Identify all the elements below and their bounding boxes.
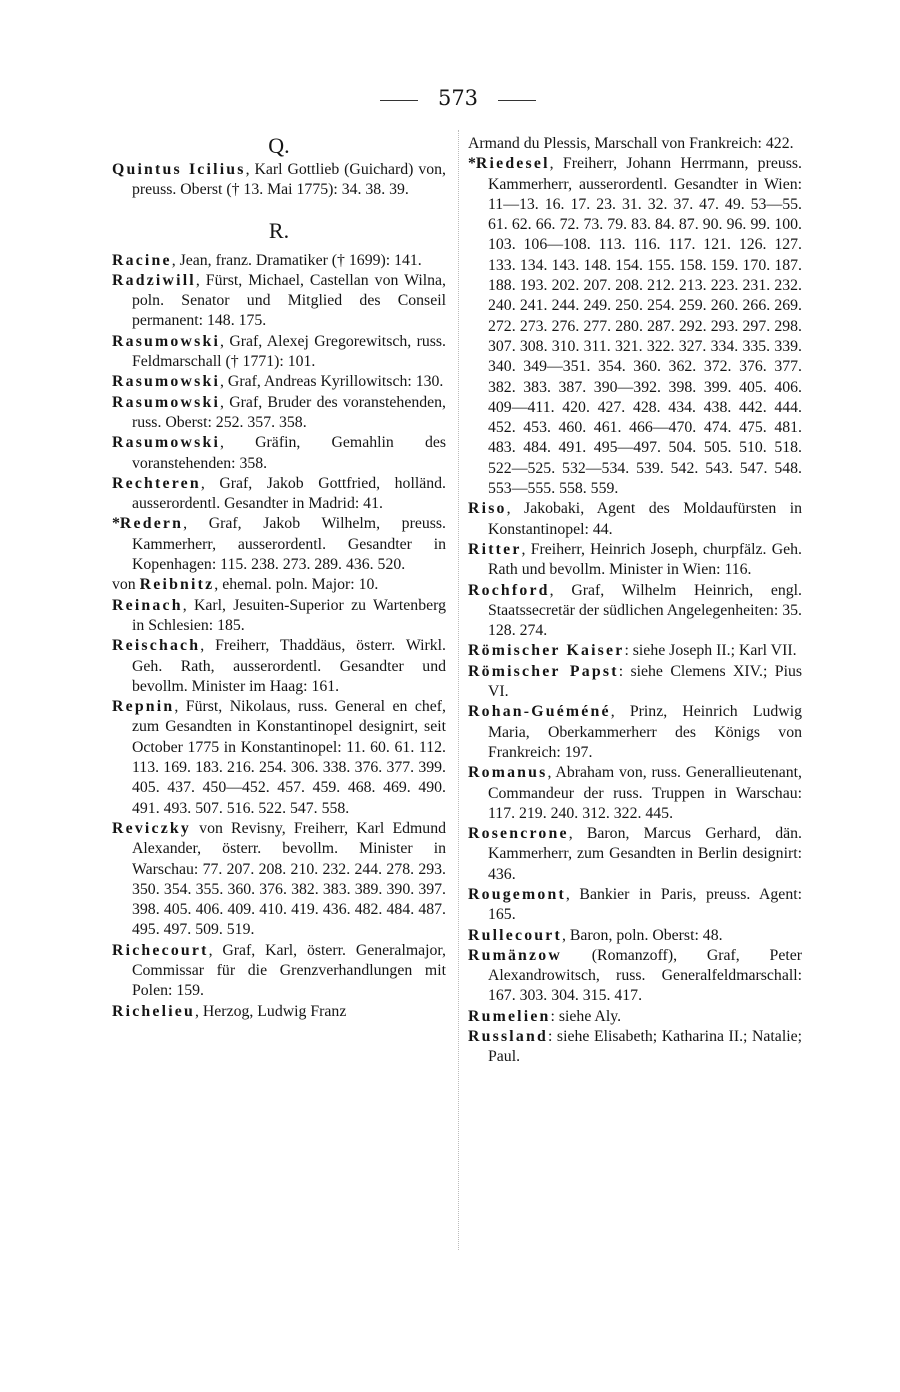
header-rule-left — [380, 100, 418, 101]
entry-text: , Fürst, Nikolaus, russ. General en chef, zum Gesandten in Konstantinopel designirt, seit October 1775 in Konstantinopel: 11. 60. 61. 112. 113. 169. 183. 216. 254. 306. 338. 376. 377. 399. 405. 437. 450—452. 457. 459. 468. 469. 490. 491. 493. 507. 516. 522. 547. 558. — [132, 698, 446, 817]
index-entry — [468, 885, 802, 926]
entry-name: Rasumowski — [112, 332, 221, 350]
entry-star: * — [468, 155, 476, 173]
entry-name: Quintus Icilius — [112, 161, 246, 178]
entry-name: Richecourt — [112, 941, 209, 959]
entry-name: Reinach — [112, 596, 183, 614]
index-entry — [112, 160, 446, 201]
index-entry — [112, 819, 446, 941]
entry-name: Reviczky — [112, 819, 192, 837]
index-entry — [468, 641, 802, 661]
index-entry — [468, 499, 802, 540]
entry-text: , Graf, Bruder des voranstehenden, russ. Oberst: 252. 357. 358. — [132, 393, 446, 431]
entry-star: * — [112, 515, 120, 533]
index-entry — [112, 372, 446, 392]
index-entry — [468, 581, 802, 642]
entry-text: , Graf, Karl, österr. Generalmajor, Commissar für die Grenzverhandlungen mit Polen: 159. — [132, 941, 446, 1000]
index-entry — [468, 1027, 802, 1068]
right-column — [468, 134, 802, 1068]
entry-name: Römischer Papst — [468, 662, 619, 680]
entry-name: Richelieu — [112, 1002, 195, 1020]
entry-text: , Graf, Andreas Kyrillowitsch: 130. — [220, 373, 444, 391]
entry-text: , Karl Gottlieb (Guichard) von, preuss. Oberst († 13. Mai 1775): 34. 38. 39. — [132, 161, 447, 199]
entry-name: Rochford — [468, 581, 550, 599]
index-entry — [468, 926, 802, 946]
entry-name: Repnin — [112, 698, 175, 716]
entry-text: : siehe Elisabeth; Katharina II.; Natalie; Paul. — [488, 1028, 802, 1066]
entry-name: Redern — [119, 515, 184, 533]
entry-text: , Graf, Wilhelm Heinrich, engl. Staatssecretär der südlichen Angelegenheiten: 35. 128. 274. — [488, 581, 802, 640]
index-entry — [468, 134, 802, 154]
entry-text: , Jakobaki, Agent des Moldaufürsten in Konstantinopel: 44. — [488, 500, 802, 538]
entries-r-right — [468, 134, 802, 1068]
entry-text: : siehe Clemens XIV.; Pius VI. — [488, 662, 802, 701]
entry-name: Riedesel — [475, 155, 550, 173]
entries-r-left — [112, 251, 446, 1022]
section-letter-q: Q. — [268, 133, 290, 158]
page-number: 573 — [437, 86, 479, 110]
index-entry — [112, 474, 446, 515]
entry-text: , Fürst, Michael, Castellan von Wilna, poln. Senator und Mitglied des Conseil permanent: 148. 175. — [132, 271, 446, 330]
entry-prefix: von — [112, 576, 140, 594]
index-entry — [468, 763, 802, 824]
entry-text: , Bankier in Paris, preuss. Agent: 165. — [488, 885, 802, 924]
entry-name: Römischer Kaiser — [468, 642, 625, 660]
entry-text: , Baron, Marcus Gerhard, dän. Kammerherr, zum Gesandten in Berlin designirt: 436. — [488, 825, 802, 883]
entry-text: : siehe Joseph II.; Karl VII. — [624, 642, 797, 660]
index-entry — [112, 941, 446, 1002]
index-entry — [112, 251, 446, 271]
entry-text: , Graf, Jakob Wilhelm, preuss. Kammerherr, ausserordentl. Gesandter in Kopenhagen: 115. 238. 273. 289. 436. 520. — [132, 515, 446, 574]
entry-text: (Romanzoff), Graf, Peter Alexandrowitsch, russ. Generalfeldmarschall: 167. 303. 304. 315. 417. — [488, 946, 802, 1005]
section-letter-r: R. — [268, 217, 290, 243]
entry-name: Reibnitz — [139, 576, 215, 594]
entry-name: Racine — [112, 251, 172, 269]
entry-text: , Graf, Alexej Gregorewitsch, russ. Feldmarschall († 1771): 101. — [132, 332, 446, 371]
entry-text: , Herzog, Ludwig Franz — [194, 1002, 347, 1020]
index-entry — [468, 702, 802, 763]
entry-name: Riso — [468, 500, 507, 518]
entry-name: Rosencrone — [468, 825, 569, 843]
index-entry — [468, 1007, 802, 1027]
entry-text: , Baron, poln. Oberst: 48. — [561, 926, 723, 944]
entry-text: Armand du Plessis, Marschall von Frankreich: 422. — [468, 135, 794, 152]
index-entry — [112, 636, 446, 697]
index-entry — [112, 393, 446, 434]
index-entry — [112, 596, 446, 637]
entry-name: Rohan-Guéméné — [468, 703, 611, 721]
entry-text: , Freiherr, Heinrich Joseph, churpfälz. Geh. Rath und bevollm. Minister in Wien: 116. — [488, 540, 802, 579]
page-header — [0, 86, 900, 118]
entry-text: , Freiherr, Johann Herrmann, preuss. Kammerherr, ausserordentl. Gesandter in Wien: 11—13. 16. 17. 23. 31. 32. 37. 47. 49. 53—55. 61. 62. 66. 72. 73. 79. 83. 84. 87. 90. 96. 99. 100. 103. 106—108. 113. 116. 117. 121. 126. 127. 133. 134. 143. 148. 154. 155. 158. 159. 170. 187. 188. 193. 202. 207. 208. 212. 213. 223. 231. 232. 240. 241. 244. 249. 250. 254. 259. 260. 266. 269. 272. 273. 276. 277. 280. 287. 292. 293. 297. 298. 307. 308. 310. 311. 321. 322. 327. 334. 335. 339. 340. 349—351. 354. 360. 362. 372. 376. 377. 382. 383. 387. 390—392. 398. 399. 405. 406. 409—411. 420. 427. 428. 434. 438. 442. 444. 452. 453. 460. 461. 466—470. 474. 475. 481. 483. 484. 491. 495—497. 504. 505. 510. 518. 522—525. 532—534. 539. 542. 543. 547. 548. 553—555. 558. 559. — [488, 155, 802, 498]
entries-q — [112, 160, 446, 201]
index-entry — [468, 540, 802, 581]
header-rule-right — [498, 100, 536, 101]
index-entry — [112, 271, 446, 332]
entry-text: von Revisny, Freiherr, Karl Edmund Alexander, österr. bevollm. Minister in Warschau: 77. 207. 208. 210. 232. 244. 278. 293. 350. 354. 355. 360. 376. 382. 383. 389. 390. 397. 398. 405. 406. 409. 410. 419. 436. 482. 484. 487. 495. 497. 509. 519. — [132, 819, 446, 939]
entry-text: : siehe Aly. — [550, 1007, 622, 1025]
entry-text: , Abraham von, russ. Generallieutenant, Commandeur der russ. Truppen in Warschau: 117. 219. 240. 312. 322. 445. — [488, 764, 802, 822]
index-entry — [468, 662, 802, 703]
entry-name: Reischach — [112, 637, 201, 655]
index-entry — [112, 433, 446, 474]
entry-text: , ehemal. poln. Major: 10. — [214, 576, 379, 594]
entry-name: Rasumowski — [112, 434, 221, 452]
entry-text: , Gräfin, Gemahlin des voranstehenden: 358. — [132, 434, 446, 472]
index-entry — [112, 1002, 446, 1022]
index-entry — [112, 514, 446, 575]
entry-name: Rullecourt — [468, 926, 562, 944]
entry-name: Radziwill — [112, 271, 196, 289]
entry-text: , Prinz, Heinrich Ludwig Maria, Oberkammerherr des Königs von Frankreich: 197. — [488, 703, 802, 761]
entry-text: , Karl, Jesuiten-Superior zu Wartenberg in Schlesien: 185. — [132, 596, 446, 634]
index-entry — [112, 575, 446, 595]
entry-name: Rasumowski — [112, 393, 221, 411]
entry-name: Romanus — [468, 764, 548, 782]
entry-text: , Graf, Jakob Gottfried, holländ. ausserordentl. Gesandter in Madrid: 41. — [132, 474, 446, 513]
entry-text: , Freiherr, Thaddäus, österr. Wirkl. Geh. Rath, ausserordentl. Gesandter und bevollm. Minister im Haag: 161. — [132, 637, 446, 695]
index-entry — [468, 946, 802, 1007]
entry-name: Ritter — [468, 540, 522, 558]
entry-text: , Jean, franz. Dramatiker († 1699): 141. — [171, 251, 422, 269]
entry-name: Rougemont — [468, 885, 566, 903]
index-entry — [468, 154, 802, 499]
column-divider — [458, 130, 459, 1250]
entry-name: Rumänzow — [468, 946, 562, 964]
left-column — [112, 134, 446, 1022]
entry-name: Rechteren — [112, 474, 201, 492]
index-entry — [112, 332, 446, 373]
entry-name: Rasumowski — [112, 373, 221, 391]
entry-name: Rumelien — [468, 1007, 551, 1025]
entry-name: Russland — [468, 1028, 548, 1046]
index-entry — [112, 697, 446, 819]
index-entry — [468, 824, 802, 885]
